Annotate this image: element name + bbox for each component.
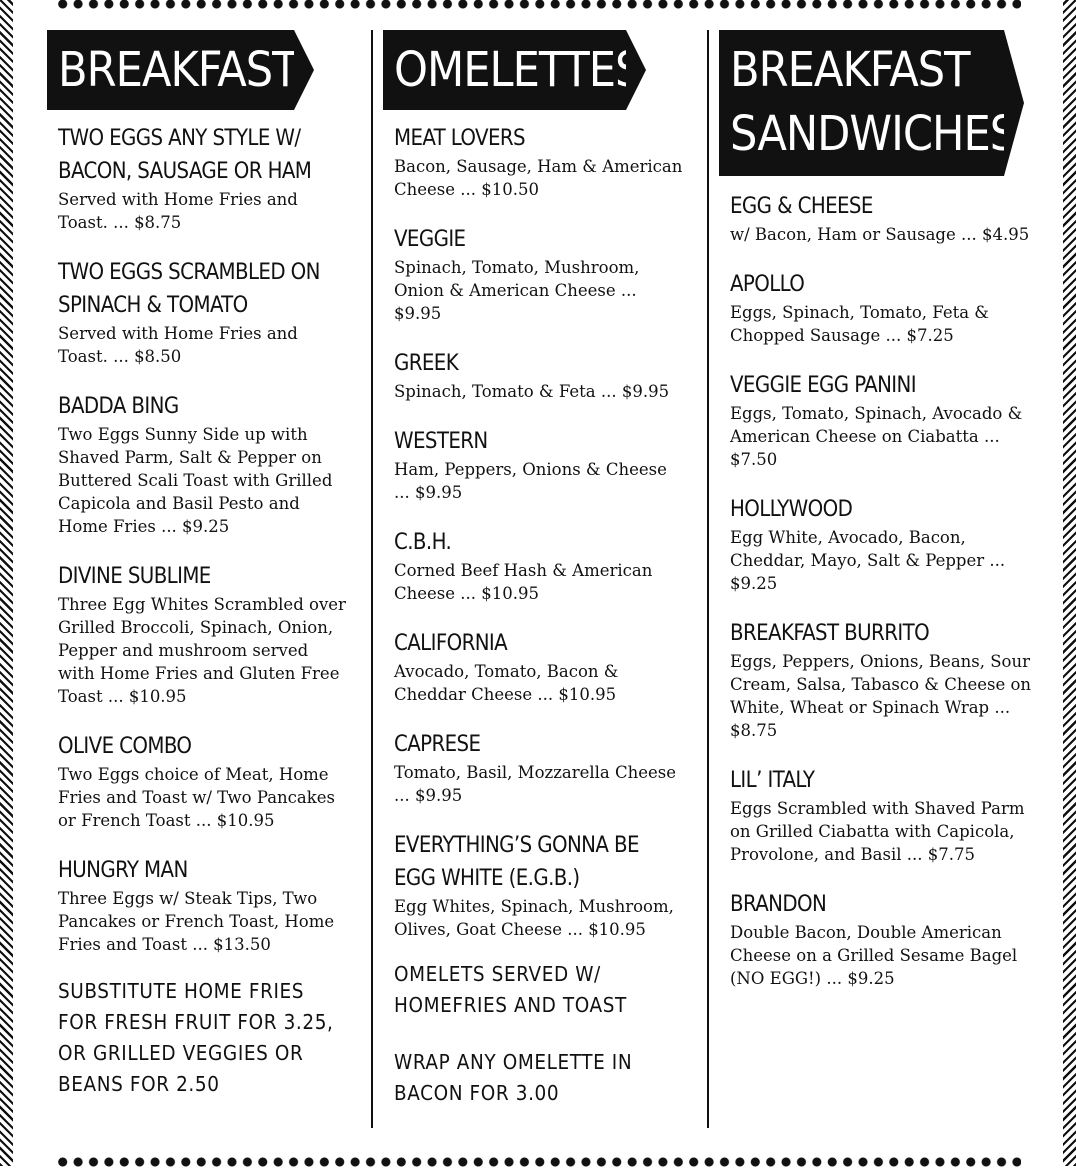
item-name: EGG & CHEESE — [730, 194, 873, 219]
menu-item — [394, 425, 683, 504]
menu-item — [730, 369, 1039, 471]
item-name: BREAKFAST BURRITO — [730, 621, 930, 646]
column-divider — [371, 30, 373, 1128]
item-name: VEGGIE EGG PANINI — [730, 373, 916, 398]
hatched-border-left — [0, 0, 13, 1166]
item-description: Eggs, Peppers, Onions, Beans, Sour Cream, Salsa, Tabasco & Cheese on White, Wheat or Spinach Wrap ... $8.75 — [730, 652, 1032, 740]
item-name: CAPRESE — [394, 732, 481, 757]
breakfast-column — [47, 30, 347, 1100]
menu-item — [58, 730, 347, 832]
item-description: Eggs, Spinach, Tomato, Feta & Chopped Sausage ... $7.25 — [730, 303, 989, 345]
item-name: TWO EGGS ANY STYLE W/ BACON, SAUSAGE OR HAM — [58, 126, 312, 184]
item-name: MEAT LOVERS — [394, 126, 525, 151]
menu-item — [58, 560, 347, 708]
menu-item — [730, 617, 1039, 742]
item-name: WESTERN — [394, 429, 488, 454]
dotted-border-top — [55, 0, 1021, 11]
item-description: Two Eggs Sunny Side up with Shaved Parm, Salt & Pepper on Buttered Scali Toast with Grilled Capicola and Basil Pesto and Home Fries ... $9.25 — [58, 425, 333, 536]
menu-item — [394, 627, 683, 706]
item-name: APOLLO — [730, 272, 805, 297]
bacon-wrap-note: WRAP ANY OMELETTE IN BACON FOR 3.00 — [394, 1050, 633, 1105]
item-description: Served with Home Fries and Toast. ... $8.50 — [58, 324, 298, 366]
item-name: BADDA BING — [58, 394, 179, 419]
menu-item — [58, 390, 347, 538]
item-name: TWO EGGS SCRAMBLED ON SPINACH & TOMATO — [58, 260, 320, 318]
sandwiches-header: BREAKFAST SANDWICHES — [719, 30, 1004, 176]
item-description: Two Eggs choice of Meat, Home Fries and Toast w/ Two Pancakes or French Toast ... $10.95 — [58, 765, 335, 830]
menu-item — [58, 854, 347, 956]
item-name: HOLLYWOOD — [730, 497, 853, 522]
item-name: LIL’ ITALY — [730, 768, 815, 793]
menu-item — [58, 256, 347, 368]
item-description: Avocado, Tomato, Bacon & Cheddar Cheese ... $10.95 — [394, 662, 619, 704]
item-name: HUNGRY MAN — [58, 858, 188, 883]
omelettes-column — [383, 30, 683, 1139]
item-description: Spinach, Tomato, Mushroom, Onion & American Cheese ... $9.95 — [394, 258, 640, 323]
menu-item — [394, 122, 683, 201]
item-description: Spinach, Tomato & Feta ... $9.95 — [394, 382, 670, 401]
menu-item — [730, 268, 1039, 347]
menu-item — [730, 888, 1039, 990]
item-description: Eggs Scrambled with Shaved Parm on Grilled Ciabatta with Capicola, Provolone, and Basil ... $7.75 — [730, 799, 1025, 864]
omelettes-header: OMELETTES — [383, 30, 626, 110]
breakfast-items — [47, 122, 347, 1100]
menu-item — [730, 493, 1039, 595]
item-name: C.B.H. — [394, 530, 452, 555]
item-description: Served with Home Fries and Toast. ... $8.75 — [58, 190, 298, 232]
item-name: VEGGIE — [394, 227, 466, 252]
sandwiches-column — [719, 30, 1039, 1012]
item-name: OLIVE COMBO — [58, 734, 192, 759]
menu-item — [394, 223, 683, 325]
menu-item — [58, 122, 347, 234]
item-description: Three Egg Whites Scrambled over Grilled Broccoli, Spinach, Onion, Pepper and mushroom served with Home Fries and Gluten Free Toast ... $10.95 — [58, 595, 346, 706]
item-description: Eggs, Tomato, Spinach, Avocado & American Cheese on Ciabatta ... $7.50 — [730, 404, 1023, 469]
item-description: Three Eggs w/ Steak Tips, Two Pancakes or French Toast, Home Fries and Toast ... $13.50 — [58, 889, 335, 954]
item-name: EVERYTHING’S GONNA BE EGG WHITE (E.G.B.) — [394, 833, 639, 891]
item-description: Egg Whites, Spinach, Mushroom, Olives, Goat Cheese ... $10.95 — [394, 897, 674, 939]
item-name: DIVINE SUBLIME — [58, 564, 211, 589]
sandwiches-items — [719, 190, 1039, 990]
column-divider — [707, 30, 709, 1128]
item-name: CALIFORNIA — [394, 631, 508, 656]
item-name: BRANDON — [730, 892, 827, 917]
item-description: w/ Bacon, Ham or Sausage ... $4.95 — [730, 225, 1030, 244]
menu-item — [394, 829, 683, 941]
item-name: GREEK — [394, 351, 459, 376]
substitution-note: SUBSTITUTE HOME FRIES FOR FRESH FRUIT FOR 3.25, OR GRILLED VEGGIES OR BEANS FOR 2.50 — [58, 979, 334, 1096]
menu-item — [394, 347, 683, 403]
menu-item — [730, 764, 1039, 866]
item-description: Double Bacon, Double American Cheese on a Grilled Sesame Bagel (NO EGG!) ... $9.25 — [730, 923, 1018, 988]
item-description: Egg White, Avocado, Bacon, Cheddar, Mayo, Salt & Pepper ... $9.25 — [730, 528, 1006, 593]
item-description: Ham, Peppers, Onions & Cheese ... $9.95 — [394, 460, 667, 502]
menu-item — [394, 526, 683, 605]
item-description: Bacon, Sausage, Ham & American Cheese ... $10.50 — [394, 157, 683, 199]
menu-item — [730, 190, 1039, 246]
dotted-border-bottom — [55, 1155, 1021, 1169]
menu-item — [394, 728, 683, 807]
item-description: Corned Beef Hash & American Cheese ... $10.95 — [394, 561, 653, 603]
omelets-served-note: OMELETS SERVED W/ HOMEFRIES AND TOAST — [394, 962, 627, 1017]
breakfast-header: BREAKFAST — [47, 30, 294, 110]
item-description: Tomato, Basil, Mozzarella Cheese ... $9.95 — [394, 763, 677, 805]
hatched-border-right — [1063, 0, 1076, 1166]
omelettes-items — [383, 122, 683, 1109]
